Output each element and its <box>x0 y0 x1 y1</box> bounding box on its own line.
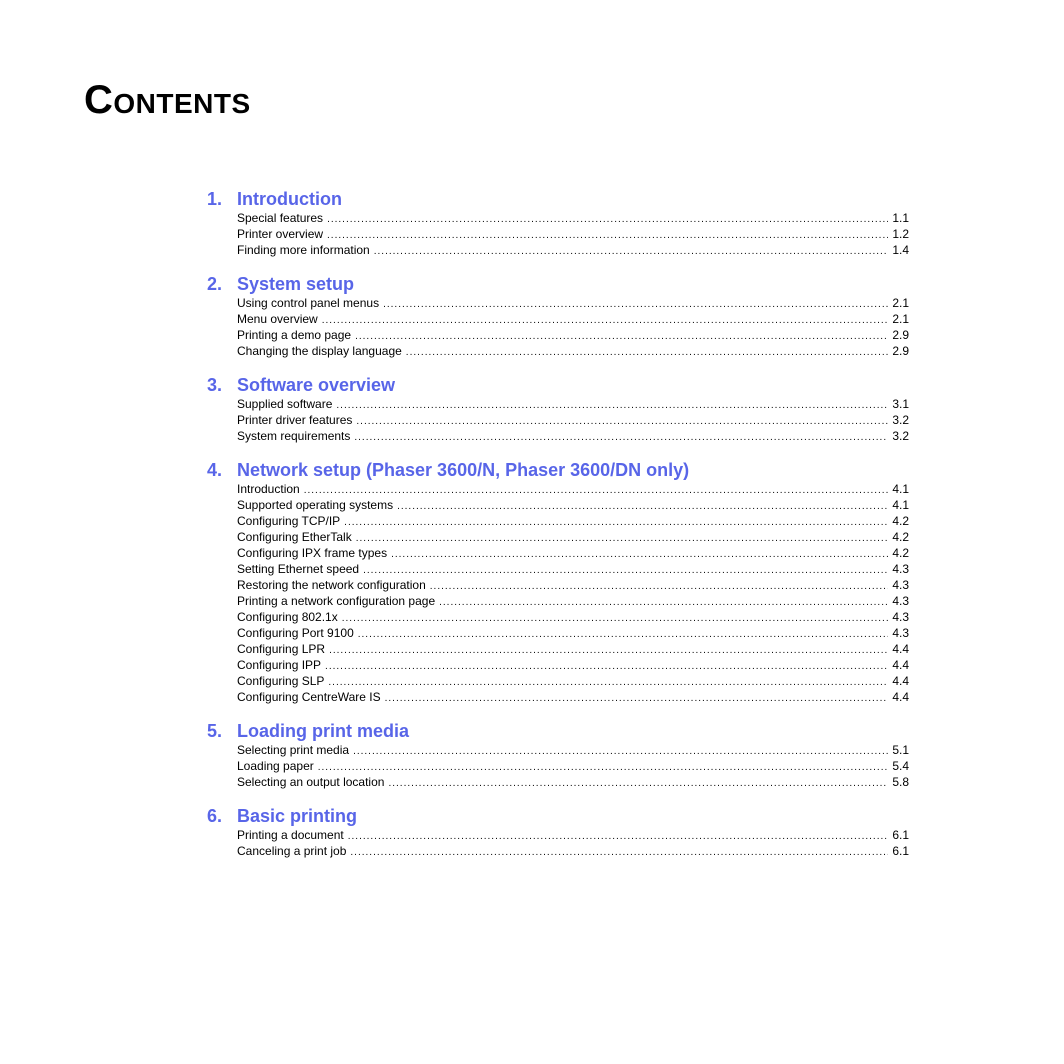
toc-entry-label: Configuring TCP/IP <box>237 514 341 528</box>
toc-entry-label: Special features <box>237 211 324 225</box>
dot-leader <box>350 845 888 859</box>
toc-entry[interactable] <box>237 210 909 226</box>
toc-entry-page: 1.4 <box>892 243 909 257</box>
toc-entry-label: Printer driver features <box>237 413 353 427</box>
toc-entry-page: 5.1 <box>892 743 909 757</box>
toc-entry-label: System requirements <box>237 429 351 443</box>
toc-entry-label: Menu overview <box>237 312 318 326</box>
section-entries <box>237 827 909 859</box>
toc-entry[interactable] <box>237 827 909 843</box>
section-title: Basic printing <box>237 806 358 826</box>
toc-section-introduction <box>207 188 909 258</box>
toc-entry-label: Configuring SLP <box>237 674 325 688</box>
toc-entry-page: 4.2 <box>892 514 909 528</box>
toc-entry[interactable] <box>237 513 909 529</box>
toc-entry-page: 4.2 <box>892 546 909 560</box>
toc-entry-label: Setting Ethernet speed <box>237 562 360 576</box>
toc-entry-page: 2.1 <box>892 312 909 326</box>
toc-entry-page: 2.9 <box>892 328 909 342</box>
toc-entry[interactable] <box>237 327 909 343</box>
toc-entry-label: Configuring CentreWare IS <box>237 690 381 704</box>
toc-entry[interactable] <box>237 561 909 577</box>
toc-entry-page: 3.2 <box>892 429 909 443</box>
toc-entry[interactable] <box>237 545 909 561</box>
toc-entry-page: 4.3 <box>892 562 909 576</box>
toc-entry[interactable] <box>237 742 909 758</box>
toc-entry-label: Loading paper <box>237 759 314 773</box>
toc-entry-page: 6.1 <box>892 828 909 842</box>
toc-entry-page: 4.4 <box>892 658 909 672</box>
toc-entry-page: 5.8 <box>892 775 909 789</box>
toc-entry-page: 4.4 <box>892 642 909 656</box>
toc-entry-label: Canceling a print job <box>237 844 347 858</box>
toc-entry-label: Finding more information <box>237 243 370 257</box>
section-number: 4. <box>207 460 223 480</box>
dot-leader <box>355 329 888 343</box>
toc-entry-page: 5.4 <box>892 759 909 773</box>
toc-entry-page: 4.4 <box>892 674 909 688</box>
section-title: System setup <box>237 274 355 294</box>
toc-entry[interactable] <box>237 577 909 593</box>
toc-entry-page: 4.3 <box>892 610 909 624</box>
toc-entry[interactable] <box>237 481 909 497</box>
table-of-contents <box>207 188 909 874</box>
section-entries <box>237 481 909 705</box>
toc-entry[interactable] <box>237 242 909 258</box>
toc-entry-label: Configuring Port 9100 <box>237 626 354 640</box>
page-title <box>84 78 251 126</box>
toc-entry[interactable] <box>237 497 909 513</box>
dot-leader <box>327 212 888 226</box>
toc-entry-page: 4.1 <box>892 498 909 512</box>
section-heading[interactable] <box>207 720 909 742</box>
toc-entry[interactable] <box>237 593 909 609</box>
toc-entry[interactable] <box>237 529 909 545</box>
section-title: Introduction <box>237 189 342 209</box>
section-entries <box>237 210 909 258</box>
toc-entry[interactable] <box>237 657 909 673</box>
toc-entry[interactable] <box>237 311 909 327</box>
section-heading[interactable] <box>207 273 909 295</box>
section-heading[interactable] <box>207 805 909 827</box>
section-entries <box>237 742 909 790</box>
dot-leader <box>363 563 888 577</box>
section-number: 3. <box>207 375 223 395</box>
toc-entry[interactable] <box>237 843 909 859</box>
dot-leader <box>336 398 888 412</box>
toc-entry[interactable] <box>237 641 909 657</box>
toc-section-system-setup <box>207 273 909 359</box>
dot-leader <box>348 829 889 843</box>
toc-entry-page: 4.1 <box>892 482 909 496</box>
toc-entry-page: 2.9 <box>892 344 909 358</box>
dot-leader <box>374 244 889 258</box>
toc-entry[interactable] <box>237 673 909 689</box>
dot-leader <box>327 228 888 242</box>
section-number: 5. <box>207 721 223 741</box>
dot-leader <box>342 611 889 625</box>
toc-entry-label: Configuring IPX frame types <box>237 546 388 560</box>
toc-entry[interactable] <box>237 774 909 790</box>
toc-entry-page: 1.2 <box>892 227 909 241</box>
toc-entry-label: Supported operating systems <box>237 498 394 512</box>
dot-leader <box>354 430 888 444</box>
toc-entry[interactable] <box>237 226 909 242</box>
toc-entry-label: Configuring LPR <box>237 642 326 656</box>
dot-leader <box>439 595 888 609</box>
toc-entry[interactable] <box>237 625 909 641</box>
toc-entry[interactable] <box>237 758 909 774</box>
dot-leader <box>406 345 889 359</box>
section-entries <box>237 295 909 359</box>
toc-entry-label: Printing a demo page <box>237 328 352 342</box>
toc-entry-label: Configuring EtherTalk <box>237 530 352 544</box>
toc-entry-label: Selecting print media <box>237 743 350 757</box>
dot-leader <box>353 744 888 758</box>
toc-entry-label: Configuring IPP <box>237 658 322 672</box>
toc-entry-page: 4.4 <box>892 690 909 704</box>
section-heading[interactable] <box>207 459 909 481</box>
section-title: Loading print media <box>237 721 410 741</box>
dot-leader <box>328 675 888 689</box>
toc-entry-page: 2.1 <box>892 296 909 310</box>
dot-leader <box>383 297 888 311</box>
toc-entry-page: 4.3 <box>892 578 909 592</box>
toc-section-loading-print-media <box>207 720 909 790</box>
section-heading[interactable] <box>207 188 909 210</box>
toc-entry[interactable] <box>237 412 909 428</box>
toc-entry-label: Printing a document <box>237 828 344 842</box>
toc-section-basic-printing <box>207 805 909 859</box>
toc-entry-label: Restoring the network configuration <box>237 578 426 592</box>
section-title: Software overview <box>237 375 396 395</box>
page-title-rest: ONTENTS <box>113 88 251 119</box>
toc-entry-label: Selecting an output location <box>237 775 385 789</box>
toc-entry[interactable] <box>237 689 909 705</box>
toc-entry-page: 3.1 <box>892 397 909 411</box>
dot-leader <box>325 659 888 673</box>
dot-leader <box>304 483 889 497</box>
dot-leader <box>344 515 888 529</box>
section-number: 2. <box>207 274 223 294</box>
dot-leader <box>322 313 889 327</box>
section-heading[interactable] <box>207 374 909 396</box>
dot-leader <box>430 579 889 593</box>
section-number: 1. <box>207 189 223 209</box>
toc-entry-label: Supplied software <box>237 397 333 411</box>
toc-entry-page: 4.3 <box>892 626 909 640</box>
section-entries <box>237 396 909 444</box>
toc-entry-page: 4.2 <box>892 530 909 544</box>
section-title: Network setup (Phaser 3600/N, Phaser 3600/DN only) <box>237 460 690 480</box>
toc-entry-label: Introduction <box>237 482 300 496</box>
dot-leader <box>356 531 889 545</box>
toc-entry[interactable] <box>237 343 909 359</box>
dot-leader <box>397 499 888 513</box>
toc-entry[interactable] <box>237 609 909 625</box>
dot-leader <box>329 643 888 657</box>
dot-leader <box>391 547 888 561</box>
section-number: 6. <box>207 806 223 826</box>
toc-entry-label: Configuring 802.1x <box>237 610 338 624</box>
page-title-initial: C <box>84 78 114 122</box>
toc-entry-label: Using control panel menus <box>237 296 380 310</box>
toc-section-software-overview <box>207 374 909 444</box>
toc-section-network-setup <box>207 459 909 705</box>
toc-entry[interactable] <box>237 295 909 311</box>
dot-leader <box>318 760 889 774</box>
dot-leader <box>385 691 889 705</box>
dot-leader <box>358 627 889 641</box>
toc-entry-label: Printing a network configuration page <box>237 594 436 608</box>
toc-entry-page: 1.1 <box>892 211 909 225</box>
toc-entry-page: 6.1 <box>892 844 909 858</box>
dot-leader <box>356 414 888 428</box>
toc-entry[interactable] <box>237 396 909 412</box>
toc-entry-label: Printer overview <box>237 227 324 241</box>
toc-entry-page: 3.2 <box>892 413 909 427</box>
dot-leader <box>388 776 888 790</box>
toc-entry[interactable] <box>237 428 909 444</box>
toc-entry-label: Changing the display language <box>237 344 402 358</box>
toc-entry-page: 4.3 <box>892 594 909 608</box>
